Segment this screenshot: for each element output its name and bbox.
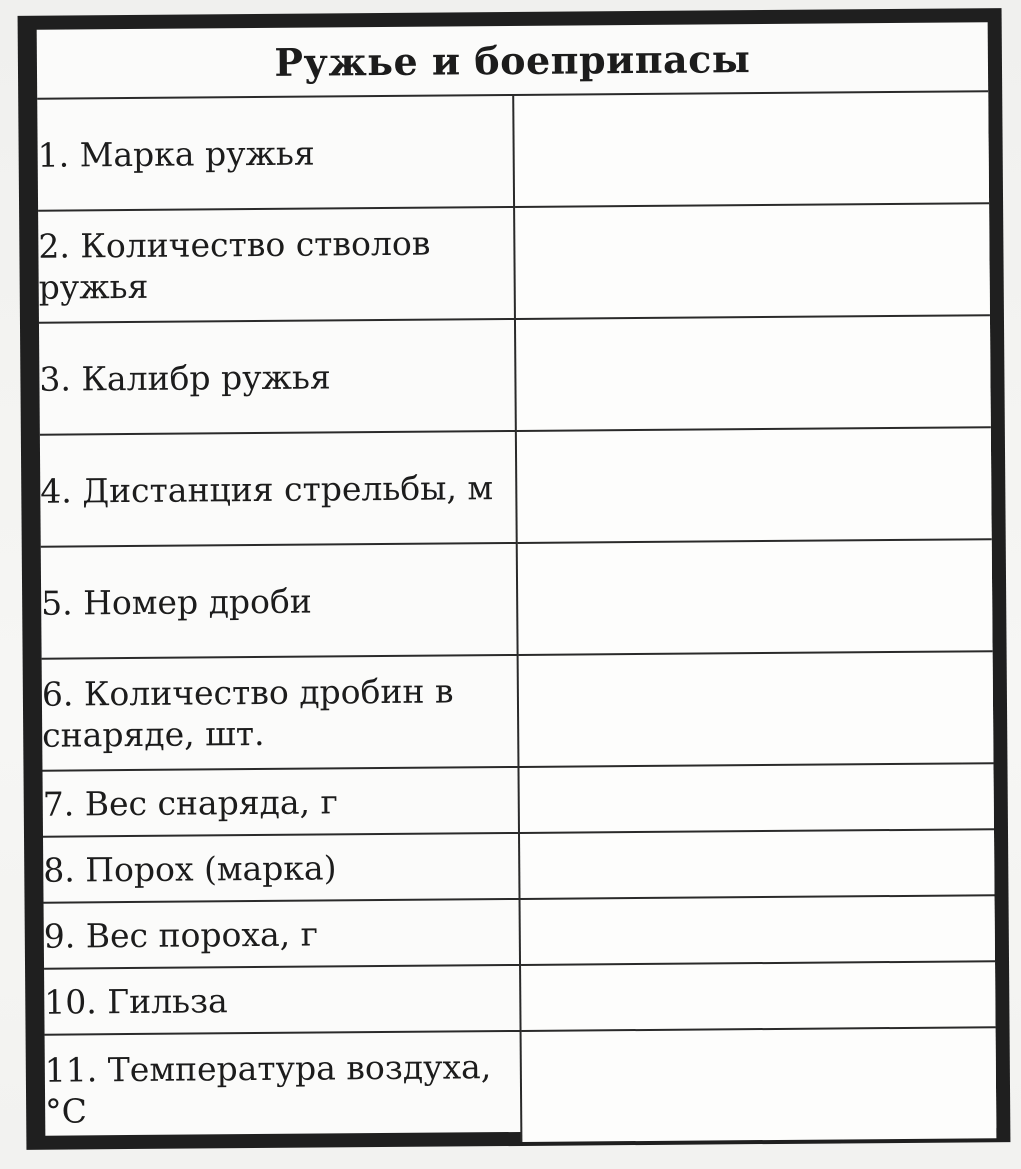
row-label-shooting-distance: 4. Дистанция стрельбы, м [40, 431, 516, 547]
row-label-charge-weight: 7. Вес снаряда, г [42, 767, 518, 837]
table-row [41, 539, 993, 658]
value-cell-pellet-count[interactable] [517, 651, 993, 767]
table-row [38, 203, 990, 322]
row-label-gun-brand: 1. Марка ружья [37, 95, 513, 211]
row-label-pellet-count: 6. Количество дробин в снаряде, шт. [42, 655, 518, 771]
form-sheet [37, 22, 997, 1135]
row-label-shot-number: 5. Номер дроби [41, 543, 517, 659]
table-row [44, 895, 995, 968]
table-row [45, 1027, 997, 1145]
table-row [44, 961, 995, 1034]
form-frame [18, 8, 1011, 1150]
value-cell-caliber[interactable] [514, 315, 990, 431]
row-label-shell: 10. Гильза [44, 965, 520, 1035]
value-cell-barrel-count[interactable] [514, 203, 990, 319]
row-label-air-temperature: 11. Температура воздуха, °С [45, 1031, 521, 1146]
value-cell-powder-weight[interactable] [519, 895, 995, 965]
table-row [42, 763, 993, 836]
value-cell-powder-brand[interactable] [518, 829, 994, 899]
row-label-caliber: 3. Калибр ружья [39, 319, 515, 435]
row-label-powder-weight: 9. Вес пороха, г [44, 899, 520, 969]
value-cell-shot-number[interactable] [516, 539, 992, 655]
table-row [43, 829, 994, 902]
row-label-powder-brand: 8. Порох (марка) [43, 833, 519, 903]
table-row [40, 427, 992, 546]
value-cell-charge-weight[interactable] [518, 763, 994, 833]
table-title: Ружье и боеприпасы [37, 22, 989, 98]
value-cell-gun-brand[interactable] [513, 91, 989, 207]
ammo-table [37, 22, 997, 1145]
value-cell-shell[interactable] [520, 961, 996, 1031]
value-cell-air-temperature[interactable] [520, 1027, 996, 1142]
table-row [39, 315, 991, 434]
value-cell-shooting-distance[interactable] [515, 427, 991, 543]
row-label-barrel-count: 2. Количество стволов ружья [38, 207, 514, 323]
table-row [42, 651, 994, 770]
table-row [37, 91, 989, 210]
